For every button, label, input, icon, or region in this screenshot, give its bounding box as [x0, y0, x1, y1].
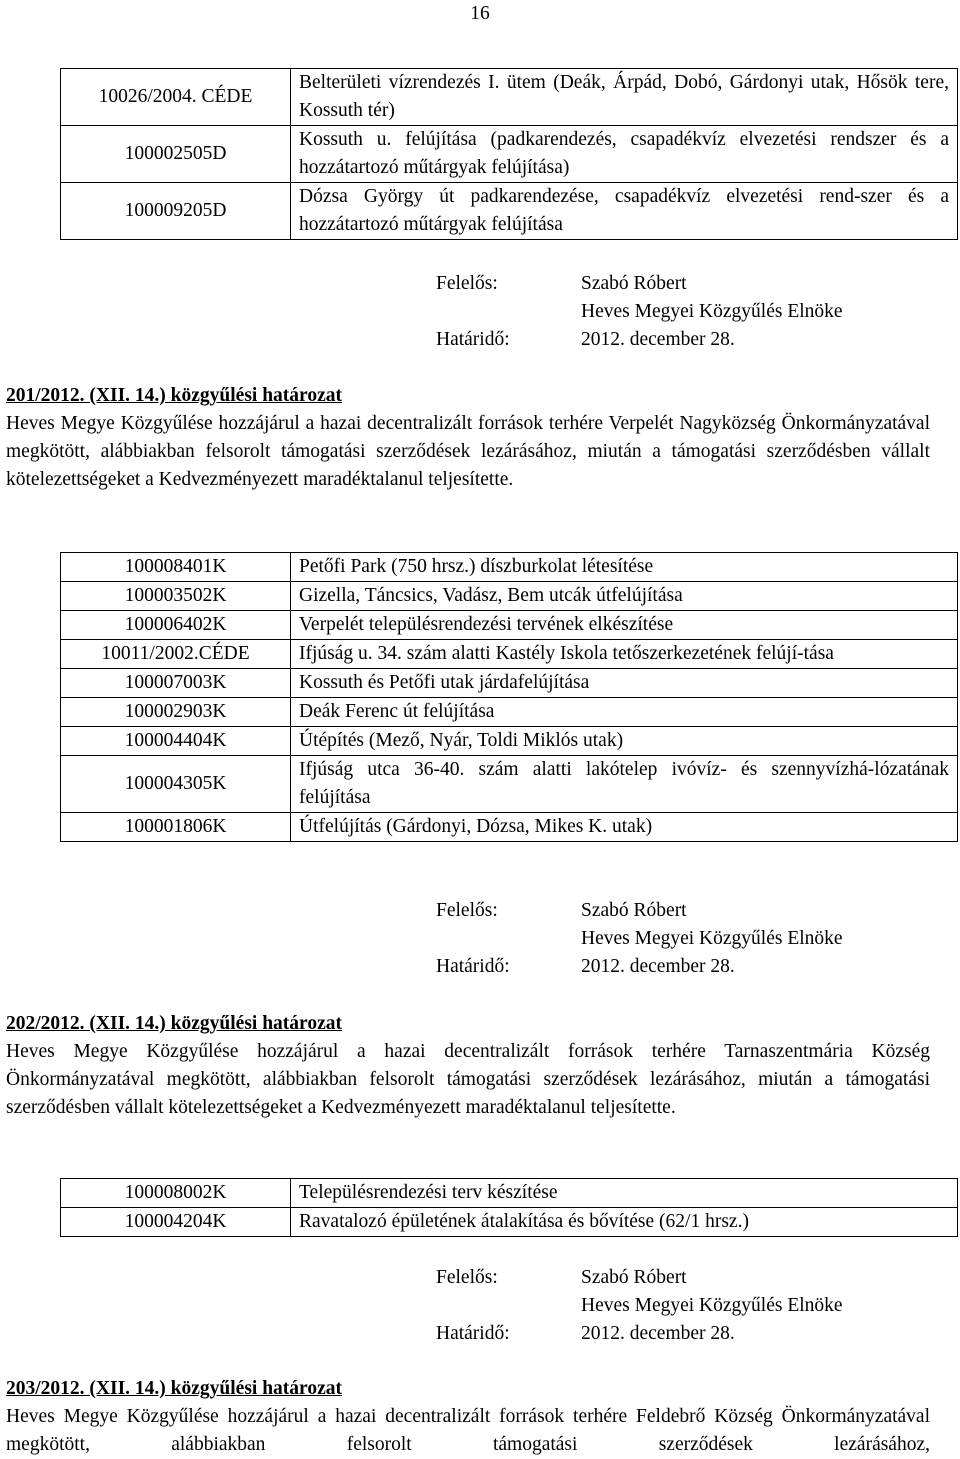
table-row [61, 582, 958, 611]
felelos-title: Heves Megyei Közgyűlés Elnöke [581, 928, 843, 949]
project-code: 100001806K [61, 813, 291, 842]
responsible-block [436, 270, 936, 354]
resolution-201-title: 201/2012. (XII. 14.) közgyűlési határozat [6, 385, 343, 406]
project-description: Településrendezési terv készítése [291, 1179, 958, 1208]
project-code: 100008002K [61, 1179, 291, 1208]
hatarido-label: Határidő: [436, 329, 510, 350]
project-table-1 [60, 68, 958, 240]
project-code: 100009205D [61, 183, 291, 240]
resolution-202-body: Heves Megye Közgyűlése hozzájárul a hazai decentralizált források terhére Tarnaszentmária Község Önkormányzatával megkötött, alábbiakban felsorolt támogatási szerződések lezárásához, miután a támogatási szerződésben vállalt kötelezettségeket a Kedvezményezett maradéktalanul teljesítette. [6, 1041, 930, 1118]
project-description: Belterületi vízrendezés I. ütem (Deák, Árpád, Dobó, Gárdonyi utak, Hősök tere, Kossuth tér) [291, 69, 958, 126]
resolution-201-body: Heves Megye Közgyűlése hozzájárul a hazai decentralizált források terhére Verpelét Nagyközség Önkormányzatával megkötött, alábbiakban felsorolt támogatási szerződések lezárásához, miután a támogatási szerződésben vállalt kötelezettségeket a Kedvezményezett maradéktalanul teljesítette. [6, 413, 930, 490]
table-row [61, 69, 958, 126]
felelos-label: Felelős: [436, 273, 498, 294]
project-description: Petőfi Park (750 hrsz.) díszburkolat létesítése [291, 553, 958, 582]
responsible-block [436, 1264, 936, 1348]
table-row [61, 1179, 958, 1208]
table-row [61, 698, 958, 727]
project-description: Kossuth u. felújítása (padkarendezés, csapadékvíz elvezetési rendszer és a hozzátartozó műtárgyak felújítása) [291, 126, 958, 183]
felelos-name: Szabó Róbert [581, 900, 687, 921]
project-code: 100008401K [61, 553, 291, 582]
project-code: 10026/2004. CÉDE [61, 69, 291, 126]
table-row [61, 813, 958, 842]
table-row [61, 640, 958, 669]
table-row [61, 553, 958, 582]
project-description: Gizella, Táncsics, Vadász, Bem utcák útfelújítása [291, 582, 958, 611]
project-code: 100004204K [61, 1208, 291, 1237]
project-code: 100003502K [61, 582, 291, 611]
felelos-label: Felelős: [436, 1267, 498, 1288]
project-code: 10011/2002.CÉDE [61, 640, 291, 669]
hatarido-date: 2012. december 28. [581, 1323, 735, 1344]
project-code: 100002903K [61, 698, 291, 727]
project-code: 100006402K [61, 611, 291, 640]
page-number: 16 [470, 3, 490, 24]
felelos-label: Felelős: [436, 900, 498, 921]
project-code: 100002505D [61, 126, 291, 183]
resolution-203-title: 203/2012. (XII. 14.) közgyűlési határozat [6, 1378, 343, 1399]
project-description: Ifjúság utca 36-40. szám alatti lakótelep ivóvíz- és szennyvízhá-lózatának felújítása [291, 756, 958, 813]
hatarido-label: Határidő: [436, 956, 510, 977]
project-description: Dózsa György út padkarendezése, csapadékvíz elvezetési rend-szer és a hozzátartozó műtárgyak felújítása [291, 183, 958, 240]
project-description: Verpelét településrendezési tervének elkészítése [291, 611, 958, 640]
table-row [61, 669, 958, 698]
resolution-202-title: 202/2012. (XII. 14.) közgyűlési határozat [6, 1013, 343, 1034]
table-row [61, 126, 958, 183]
felelos-name: Szabó Róbert [581, 1267, 687, 1288]
project-code: 100007003K [61, 669, 291, 698]
project-table-201 [60, 552, 958, 842]
project-description: Útfelújítás (Gárdonyi, Dózsa, Mikes K. utak) [291, 813, 958, 842]
project-description: Ravatalozó épületének átalakítása és bővítése (62/1 hrsz.) [291, 1208, 958, 1237]
table-row [61, 183, 958, 240]
felelos-name: Szabó Róbert [581, 273, 687, 294]
table-row [61, 611, 958, 640]
hatarido-date: 2012. december 28. [581, 956, 735, 977]
hatarido-label: Határidő: [436, 1323, 510, 1344]
project-description: Útépítés (Mező, Nyár, Toldi Miklós utak) [291, 727, 958, 756]
felelos-title: Heves Megyei Közgyűlés Elnöke [581, 301, 843, 322]
project-code: 100004404K [61, 727, 291, 756]
responsible-block [436, 897, 936, 981]
resolution-203-body: Heves Megye Közgyűlése hozzájárul a hazai decentralizált források terhére Feldebrő Község Önkormányzatával megkötött, alábbiakban felsorolt támogatási szerződések lezárásához, [6, 1406, 930, 1455]
table-row [61, 756, 958, 813]
project-description: Ifjúság u. 34. szám alatti Kastély Iskola tetőszerkezetének felújí-tása [291, 640, 958, 669]
project-description: Deák Ferenc út felújítása [291, 698, 958, 727]
project-code: 100004305K [61, 756, 291, 813]
project-description: Kossuth és Petőfi utak járdafelújítása [291, 669, 958, 698]
felelos-title: Heves Megyei Közgyűlés Elnöke [581, 1295, 843, 1316]
table-row [61, 727, 958, 756]
table-row [61, 1208, 958, 1237]
project-table-202 [60, 1178, 958, 1237]
hatarido-date: 2012. december 28. [581, 329, 735, 350]
